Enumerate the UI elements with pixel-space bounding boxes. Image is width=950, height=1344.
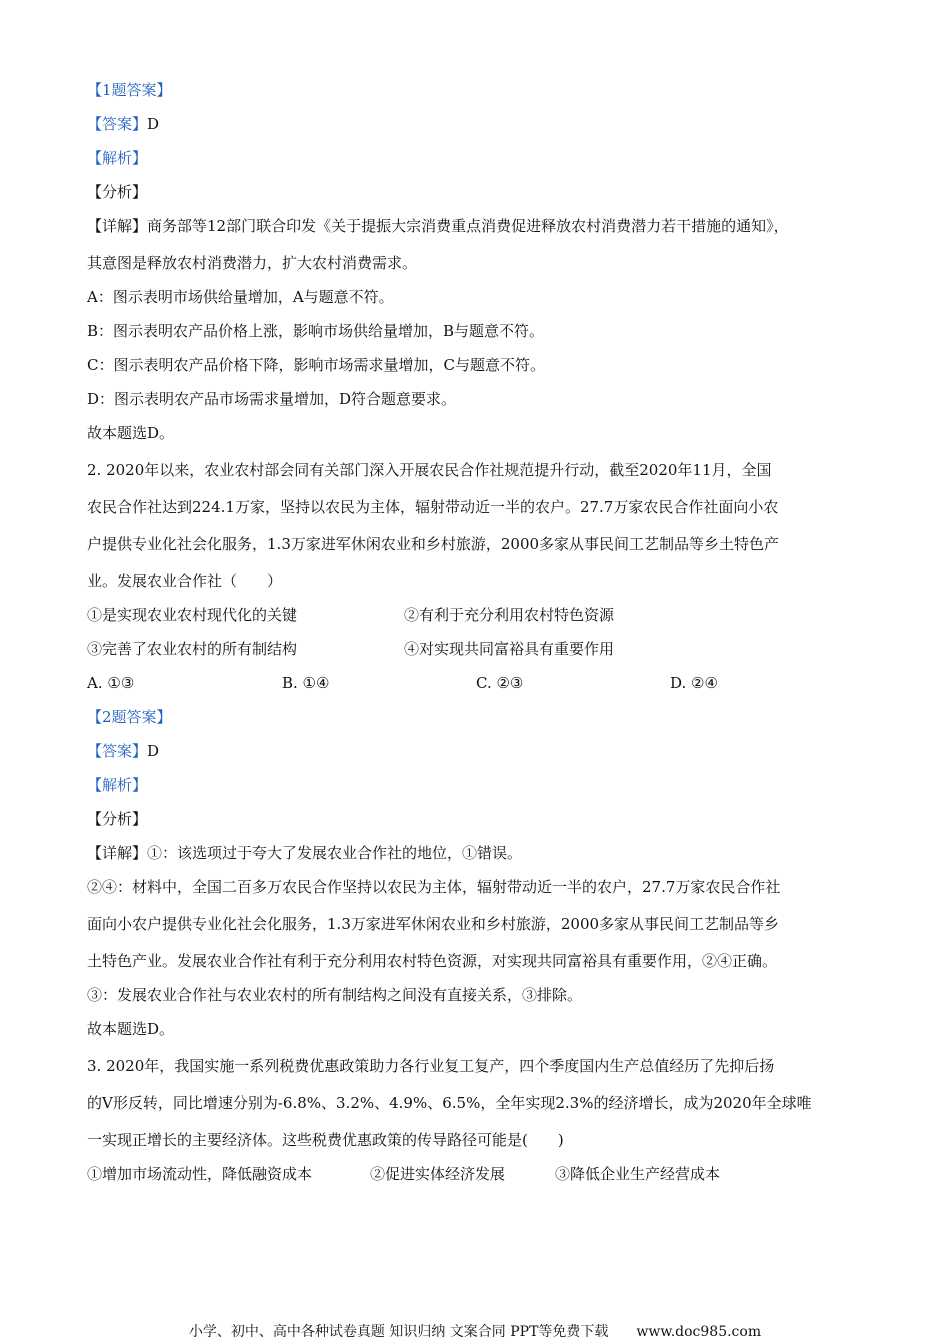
detail-tag: 【详解】: [87, 844, 148, 862]
q3-item-3: ③降低企业生产经营成本: [555, 1165, 721, 1183]
document-page: [87, 78, 887, 1187]
q1-detail-text: 商务部等12部门联合印发《关于提振大宗消费重点消费促进释放农村消费潜力若干措施的通知》，: [147, 217, 789, 235]
q2-stem-line2: 农民合作社达到224.1万家，坚持以农民为主体，辐射带动近一半的农户。27.7万家农民合作社面向小农: [87, 498, 779, 516]
q1-option-b: B：图示表明农产品价格上涨，影响市场供给量增加，B与题意不符。: [87, 322, 545, 340]
q1-answer-value: D: [147, 115, 160, 133]
q2-answer-header: 【2题答案】: [87, 708, 172, 726]
q2-choice-c: C. ②③: [476, 674, 524, 692]
q3-item-2: ②促进实体经济发展: [370, 1165, 506, 1183]
q3-item-1: ①增加市场流动性，降低融资成本: [87, 1165, 313, 1183]
page-footer: 小学、初中、高中各种试卷真题 知识归纳 文案合同 PPT等免费下载 www.doc985.com: [188, 1324, 762, 1340]
q3-stem-line2: 的V形反转，同比增速分别为-6.8%、3.2%、4.9%、6.5%，全年实现2.3%的经济增长，成为2020年全球唯: [87, 1094, 812, 1112]
q1-answer-line: [87, 112, 887, 137]
detail-tag: 【详解】: [87, 217, 148, 235]
q2-item-4: ④对实现共同富裕具有重要作用: [404, 640, 615, 658]
q2-choice-d: D. ②④: [670, 674, 718, 692]
q2-choices: [87, 671, 887, 696]
q2-items-row1: [87, 603, 887, 628]
q1-fenxi-tag: 【分析】: [87, 183, 148, 201]
q3-stem-line3: 一实现正增长的主要经济体。这些税费优惠政策的传导路径可能是( ): [87, 1131, 564, 1149]
q1-option-c: C：图示表明农产品价格下降，影响市场需求量增加，C与题意不符。: [87, 356, 545, 374]
q2-stem-line1: 2. 2020年以来，农业农村部会同有关部门深入开展农民合作社规范提升行动，截至2020年11月，全国: [87, 461, 772, 479]
q2-choice-a: A. ①③: [87, 674, 135, 692]
answer-tag: 【答案】: [87, 742, 148, 760]
q1-option-a: A：图示表明市场供给量增加，A与题意不符。: [87, 288, 394, 306]
q2-detail-text: ①：该选项过于夸大了发展农业合作社的地位，①错误。: [147, 844, 523, 862]
q2-answer-value: D: [147, 742, 160, 760]
q2-detail-line4: 土特色产业。发展农业合作社有利于充分利用农村特色资源，对实现共同富裕具有重要作用，②④正确。: [87, 952, 778, 970]
q3-items-row: [87, 1162, 887, 1187]
q2-detail-line3: 面向小农户提供专业化社会化服务，1.3万家进军休闲农业和乡村旅游，2000多家从事民间工艺制品等乡: [87, 915, 780, 933]
q2-stem-line3: 户提供专业化社会化服务，1.3万家进军休闲农业和乡村旅游，2000多家从事民间工艺制品等乡土特色产: [87, 535, 780, 553]
answer-tag: 【答案】: [87, 115, 148, 133]
q2-analysis-tag: 【解析】: [87, 776, 148, 794]
q2-item-1: ①是实现农业农村现代化的关键: [87, 606, 298, 624]
q1-answer-header: 【1题答案】: [87, 81, 172, 99]
q2-item-3: ③完善了农业农村的所有制结构: [87, 640, 298, 658]
q1-detail-line1: [87, 214, 887, 239]
q1-option-d: D：图示表明农产品市场需求量增加，D符合题意要求。: [87, 390, 457, 408]
q2-answer-line: [87, 739, 887, 764]
q1-conclusion: 故本题选D。: [87, 424, 175, 442]
q2-choice-b: B. ①④: [282, 674, 330, 692]
q2-item-2: ②有利于充分利用农村特色资源: [404, 606, 615, 624]
q2-stem-line4: 业。发展农业合作社（ ）: [87, 572, 283, 590]
q2-items-row2: [87, 637, 887, 662]
q1-analysis-tag: 【解析】: [87, 149, 148, 167]
q2-detail-line5: ③：发展农业合作社与农业农村的所有制结构之间没有直接关系，③排除。: [87, 986, 583, 1004]
q2-detail-line1: [87, 841, 887, 866]
q2-conclusion: 故本题选D。: [87, 1020, 175, 1038]
q2-detail-line2: ②④：材料中，全国二百多万农民合作坚持以农民为主体，辐射带动近一半的农户，27.7万家农民合作社: [87, 878, 781, 896]
q2-fenxi-tag: 【分析】: [87, 810, 148, 828]
q1-detail-line2: 其意图是释放农村消费潜力，扩大农村消费需求。: [87, 254, 418, 272]
q3-stem-line1: 3. 2020年，我国实施一系列税费优惠政策助力各行业复工复产，四个季度国内生产总值经历了先抑后扬: [87, 1057, 775, 1075]
